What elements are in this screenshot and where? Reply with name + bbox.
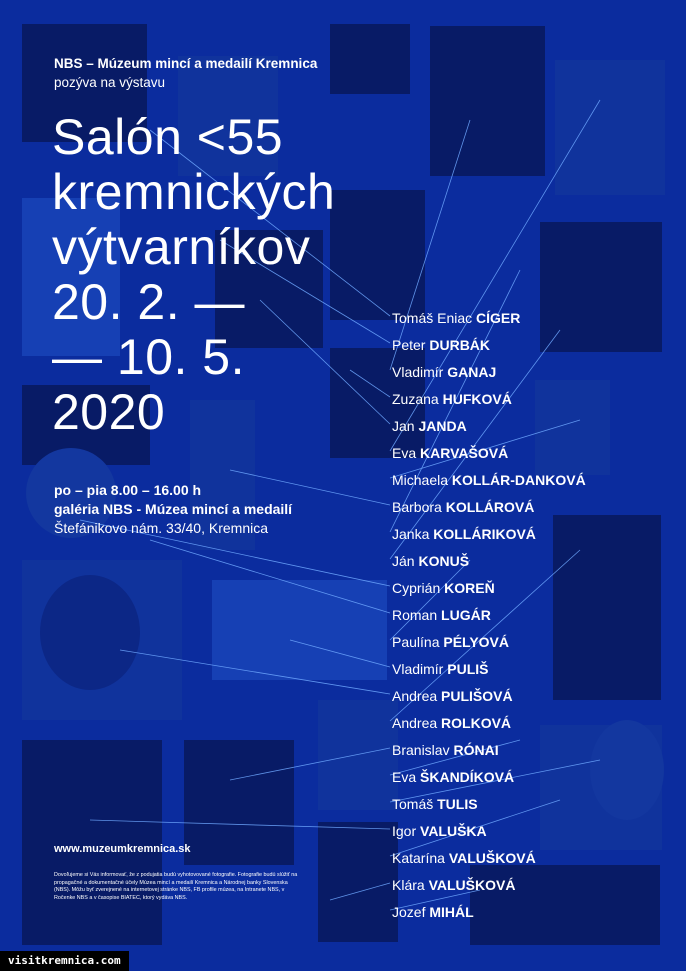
title-line-1: Salón <55 [52, 109, 284, 165]
artist-name: Jozef MIHÁL [392, 904, 474, 920]
artist-name: Vladimír GANAJ [392, 364, 497, 380]
photo-disclaimer: Dovoľujeme si Vás informovať, že z podujatia budú vyhotovované fotografie. Fotografie budú slúžiť na propagačné a dokumentačné účely Múzea mincí a medailí Kremnica a Národnej banky Slovenska (NBS). Môžu byť zverejnené na internetovej stránke NBS, FB profile múzea, na Intranete NBS, v Ročenke NBS a v časopise BIATEC, ktorý vydáva NBS. [54, 872, 298, 901]
year-line: 2020 [52, 384, 166, 440]
artist-name: Tomáš Eniac CÍGER [392, 310, 521, 326]
artist-name: Ján KONUŠ [392, 553, 470, 569]
website-link[interactable]: www.muzeumkremnica.sk [54, 843, 191, 855]
artist-name: Branislav RÓNAI [392, 742, 499, 758]
artist-name: Janka KOLLÁRIKOVÁ [392, 526, 536, 542]
artist-name: Andrea PULIŠOVÁ [392, 688, 513, 704]
date-line-2: — 10. 5. [52, 329, 245, 385]
venue-info [54, 481, 292, 538]
artist-name: Zuzana HUFKOVÁ [392, 391, 512, 407]
artist-name: Michaela KOLLÁR-DANKOVÁ [392, 472, 586, 488]
artist-name: Paulína PÉLYOVÁ [392, 634, 509, 650]
artist-name: Jan JANDA [392, 418, 467, 434]
artist-name: Vladimír PULIŠ [392, 661, 489, 677]
invitation-line: pozýva na výstavu [54, 75, 166, 90]
title-line-3: výtvarníkov [52, 219, 311, 275]
venue-address: Štefánikovo nám. 33/40, Kremnica [54, 520, 269, 536]
artist-name: Peter DURBÁK [392, 337, 491, 353]
artist-name: Katarína VALUŠKOVÁ [392, 850, 536, 866]
artist-name: Klára VALUŠKOVÁ [392, 877, 516, 893]
gallery-name: galéria NBS - Múzea mincí a medailí [54, 501, 293, 517]
artist-name: Igor VALUŠKA [392, 823, 487, 839]
organizer-block [54, 54, 317, 92]
artist-list [392, 305, 586, 926]
opening-hours: po – pia 8.00 – 16.00 h [54, 482, 202, 498]
artist-name: Barbora KOLLÁROVÁ [392, 499, 535, 515]
artist-name: Cyprián KOREŇ [392, 580, 495, 596]
artist-name: Tomáš TULIS [392, 796, 478, 812]
source-watermark: visitkremnica.com [0, 951, 129, 971]
date-line-1: 20. 2. — [52, 274, 245, 330]
organizer-name: NBS – Múzeum mincí a medailí Kremnica [54, 56, 318, 71]
artist-name: Andrea ROLKOVÁ [392, 715, 512, 731]
exhibition-title [52, 110, 335, 440]
artist-name: Roman LUGÁR [392, 607, 491, 623]
title-line-2: kremnických [52, 164, 336, 220]
artist-name: Eva KARVAŠOVÁ [392, 445, 509, 461]
artist-name: Eva ŠKANDÍKOVÁ [392, 769, 515, 785]
